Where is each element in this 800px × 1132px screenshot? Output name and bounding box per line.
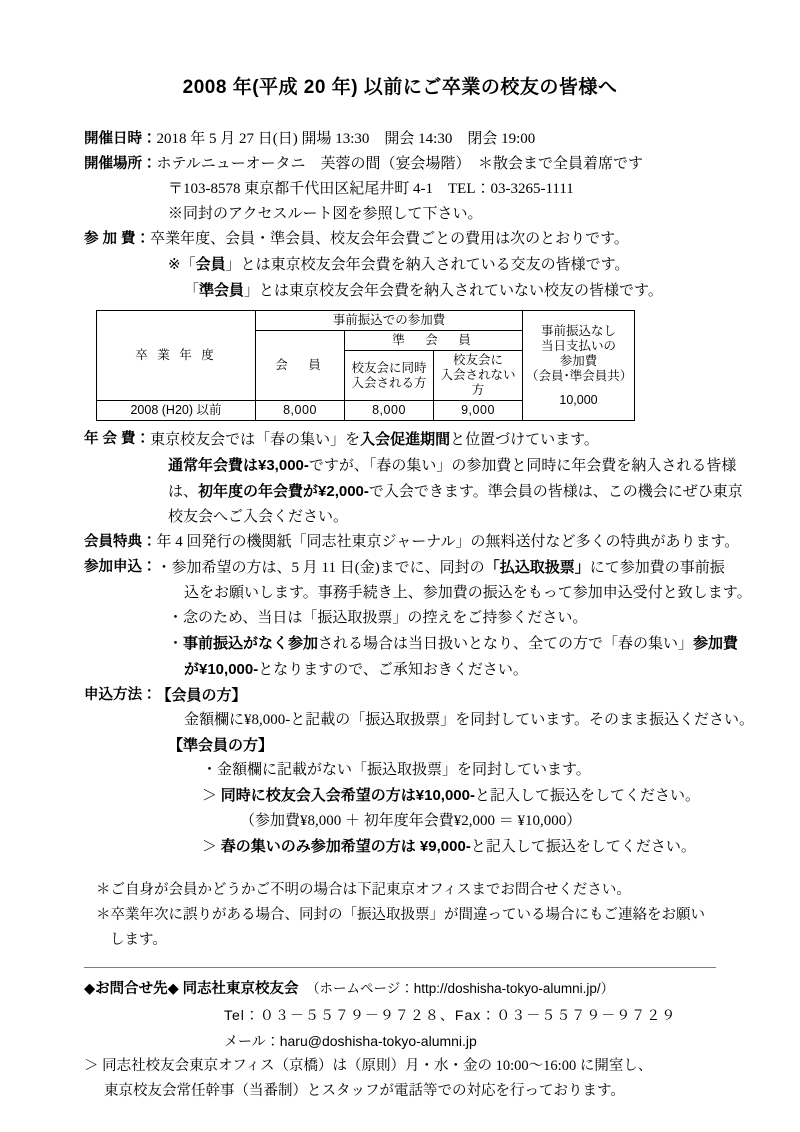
annual-fee-line1 <box>150 427 730 453</box>
header-sameday-group <box>523 311 635 421</box>
application-bullet1-bold: 「払込取扱票」 <box>484 559 590 576</box>
fee-table <box>96 310 635 421</box>
header-associate-join-line1: 校友会に同時 <box>351 360 427 375</box>
method-associate-bullet2-rest: と記入して振込をしてください。 <box>474 788 700 804</box>
note-2-cont: します。 <box>110 932 167 948</box>
fee-intro-row <box>84 227 730 252</box>
event-address: 〒103-8578 東京都千代田区紀尾井町 4-1 TEL：03-3265-1111 <box>168 181 574 197</box>
application-bullet3-bold2: 参加費 <box>693 635 739 652</box>
fee-table-wrap <box>0 310 800 421</box>
benefits-label: 会員特典： <box>84 534 157 550</box>
application-bullet1-c: にて参加費の事前振 <box>589 560 725 576</box>
diamond-right-icon: ◆ <box>167 981 179 997</box>
application-bullet1-cont: 込をお願いします。事務手続き上、参加費の振込をもって参加申込受付と致します。 <box>184 585 752 601</box>
contact-mail-value[interactable]: haru@doshisha-tokyo-alumni.jp <box>279 1033 477 1049</box>
contact-tel-fax-line <box>84 1002 740 1028</box>
contact-tel-label: Tel： <box>224 1007 260 1023</box>
annual-fee-line2 <box>84 453 737 479</box>
table-header-row-1 <box>97 311 635 331</box>
diamond-left-icon: ◆ <box>84 981 96 997</box>
method-associate-bullet2-bold: 同時に校友会入会希望の方は¥10,000- <box>220 787 475 804</box>
annual-fee-row <box>84 427 730 453</box>
annual-fee-line3-bold: 初年度の年会費が¥2,000- <box>198 483 369 500</box>
event-datetime-row <box>84 127 730 152</box>
event-venue-value: ホテルニューオータニ 芙蓉の間（宴会場階） ＊散会まで全員着席です <box>156 156 643 172</box>
annual-fee-line3-a: は、 <box>168 484 199 500</box>
document-body-lower <box>0 427 800 860</box>
application-bullet1-a: ・参加希望の方は、5 月 11 日(金)までに、同封の <box>156 560 485 576</box>
notes-block <box>0 878 800 953</box>
header-associate-nojoin-line1: 校友会に <box>452 353 503 367</box>
application-bullet3-bold1: 事前振込がなく参加 <box>183 635 319 652</box>
annual-fee-line1-a: 東京校友会では「春の集い」を <box>150 432 361 448</box>
header-sameday-line3: 参加費 <box>559 353 598 368</box>
document-body <box>0 127 800 304</box>
fee-note-member: ※「会員」とは東京校友会年会費を納入されている交友の皆様です。 <box>168 256 630 273</box>
cell-associate-nojoin-fee: 9,000 <box>434 401 523 421</box>
benefits-row <box>84 530 740 555</box>
contact-fax-label: Fax： <box>454 1007 497 1023</box>
application-bullet3-cont <box>84 657 730 683</box>
header-sameday-line1: 事前振込なし <box>540 323 616 338</box>
method-member-head: 【会員の方】 <box>156 687 247 704</box>
cell-sameday-value: 10,000 <box>559 392 598 407</box>
annual-fee-line2-bold: 通常年会費は¥3,000- <box>168 457 309 474</box>
fee-note-associate: 「準会員」とは東京校友会年会費を納入されていない校友の皆様です。 <box>184 282 663 299</box>
application-bullet3-c: される場合は当日扱いとなり、全ての方で「春の集い」 <box>318 636 694 652</box>
annual-fee-line1-c: と位置づけています。 <box>450 432 599 448</box>
fee-member-term: 会員 <box>195 256 226 273</box>
annual-fee-line3 <box>84 479 743 505</box>
contact-block <box>0 976 800 1054</box>
fee-associate-term: 準会員 <box>199 282 245 299</box>
contact-heading: お問合せ先 <box>95 981 168 997</box>
contact-mail-label: メール： <box>224 1033 280 1049</box>
method-associate-head: 【準会員の方】 <box>168 737 274 754</box>
contact-tel-value[interactable]: ０３－５５７９－９７２８ <box>259 1007 440 1023</box>
cell-member-fee: 8,000 <box>256 401 345 421</box>
method-associate-calc: （参加費¥8,000 ＋ 初年度年会費¥2,000 ＝ ¥10,000） <box>240 813 582 829</box>
method-associate-bullet1: ・金額欄に記載がない「振込取扱票」を同封しています。 <box>202 762 591 778</box>
contact-mail-line <box>84 1028 740 1054</box>
benefits-text: 年 4 回発行の機関紙「同志社東京ジャーナル」の無料送付など多くの特典があります。 <box>156 534 740 550</box>
application-bullet2: ・念のため、当日は「振込取扱票」の控えをご持参ください。 <box>168 610 588 626</box>
application-bullet1 <box>157 555 731 581</box>
header-graduation-year: 卒 業 年 度 <box>97 311 256 401</box>
annual-fee-line2-rest: ですが、「春の集い」の参加費と同時に年会費を納入される皆様 <box>308 458 737 474</box>
office-hours-text1: 同志社校友会東京オフィス（京橋）は（原則）月・水・金の 10:00～16:00 に開室し、 <box>102 1058 653 1074</box>
event-datetime-value: 2018 年 5 月 27 日(日) 開場 13:30 開会 14:30 閉会 19:00 <box>156 131 536 147</box>
application-bullet3 <box>84 631 739 657</box>
office-hours-line1 <box>84 1054 800 1079</box>
office-hours-line2: 東京校友会常任幹事（当番制）とスタッフが電話等での対応を行っております。 <box>104 1083 625 1099</box>
footer-divider <box>84 967 716 968</box>
event-access-note: ※同封のアクセスルート図を参照して下さい。 <box>168 206 483 222</box>
contact-fax-value: ０３－５５７９－９７２９ <box>496 1007 677 1023</box>
header-prepaid-group: 事前振込での参加費 <box>256 311 523 331</box>
method-associate-bullet3-bold: 春の集いのみ参加希望の方は ¥9,000- <box>220 838 471 855</box>
method-associate-bullet3 <box>84 834 730 860</box>
annual-fee-line4: 校友会へご入会ください。 <box>168 509 349 525</box>
contact-separator: 、 <box>439 1007 455 1023</box>
header-sameday-line2: 当日支払いの <box>540 338 616 353</box>
header-associate-nojoin <box>434 351 523 401</box>
method-associate-bullet3-rest: と記入して振込をしてください。 <box>470 839 696 855</box>
page-title: 2008 年(平成 20 年) 以前にご卒業の校友の皆様へ <box>182 77 618 98</box>
header-associate-group: 準 会 員 <box>345 331 523 351</box>
method-member-text: 金額欄に¥8,000-と記載の「振込取扱票」を同封しています。そのまま振込ください。 <box>184 712 755 728</box>
application-bullet3-marker: ・ <box>168 636 184 652</box>
method-associate-bullet3-marker: ＞ <box>202 839 218 855</box>
method-associate-bullet2 <box>84 783 730 809</box>
note-1: ＊ご自身が会員かどうかご不明の場合は下記東京オフィスまでお問合せください。 <box>96 882 631 898</box>
header-member: 会 員 <box>256 331 345 401</box>
event-venue-row <box>84 152 730 177</box>
annual-fee-line1-bold: 入会促進期間 <box>360 431 451 448</box>
event-venue-label: 開催場所： <box>84 156 157 172</box>
method-row <box>84 683 730 708</box>
application-row <box>84 555 730 581</box>
header-sameday-line4: （会員･準会員共） <box>526 368 633 383</box>
annual-fee-label: 年 会 費： <box>84 431 151 447</box>
header-associate-join-line2: 入会される方 <box>351 375 427 390</box>
office-marker: ＞ <box>84 1058 99 1074</box>
cell-associate-join-fee: 8,000 <box>345 401 434 421</box>
fee-intro-text: 卒業年度、会員・準会員、校友会年会費ごとの費用は次のとおりです。 <box>150 231 629 247</box>
contact-org: 同志社東京校友会 <box>182 981 299 997</box>
method-label: 申込方法： <box>84 687 157 703</box>
fee-label: 参 加 費： <box>84 231 151 247</box>
application-label: 参加申込： <box>84 559 157 575</box>
cell-graduation-year: 2008 (H20) 以前 <box>97 401 256 421</box>
contact-heading-line <box>84 976 740 1002</box>
header-associate-nojoin-line2: 入会されない方 <box>440 368 516 397</box>
contact-homepage[interactable]: （ホームページ：http://doshisha-tokyo-alumni.jp/） <box>306 981 615 996</box>
note-2: ＊卒業年次に誤りがある場合、同封の「振込取扱票」が間違っている場合にもご連絡をお願い <box>96 907 705 923</box>
office-hours-block <box>0 1054 800 1104</box>
method-associate-bullet2-marker: ＞ <box>202 788 218 804</box>
application-bullet3-cont-bold: が¥10,000- <box>184 661 259 678</box>
application-bullet3-cont-rest: となりますので、ご承知おきください。 <box>258 662 528 678</box>
event-datetime-label: 開催日時： <box>84 131 157 147</box>
annual-fee-line3-c: で入会できます。準会員の皆様は、この機会にぜひ東京 <box>368 484 743 500</box>
header-associate-join <box>345 351 434 401</box>
